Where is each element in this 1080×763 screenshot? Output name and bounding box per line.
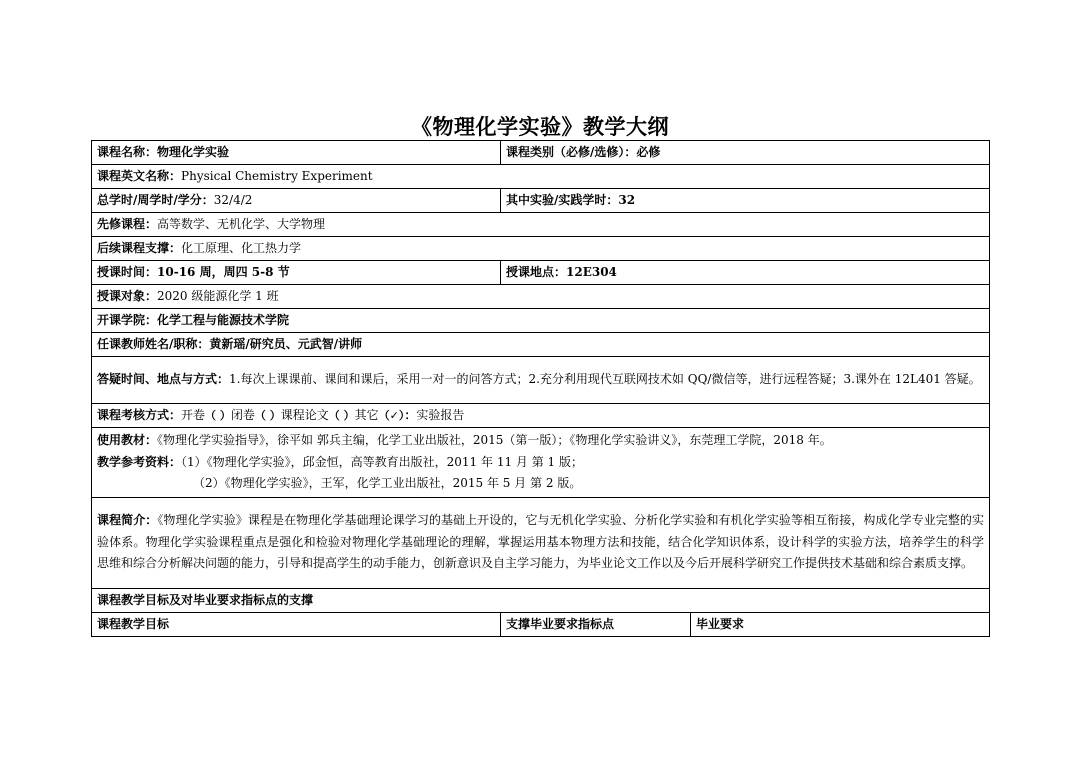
teachers-label: 任课教师姓名/职称： (97, 337, 210, 351)
other-checkmark-icon: （✓） (378, 409, 405, 422)
objectives-col2-header: 支撑毕业要求指标点 (506, 616, 615, 631)
cell-teachers (92, 333, 990, 357)
row-textbook-references (92, 428, 990, 498)
course-type-value: 必修 (636, 145, 661, 159)
intro-label: 课程简介： (97, 513, 158, 528)
textbook-line (97, 430, 984, 452)
row-course-name (92, 141, 990, 165)
location-value: 12E304 (566, 265, 617, 279)
qa-label: 答疑时间、地点与方式： (97, 372, 230, 387)
cell-practice-hours (501, 189, 990, 213)
audience-label: 授课对象： (97, 289, 158, 303)
row-intro (92, 497, 990, 588)
cell-objectives-col3 (691, 612, 990, 636)
row-assessment (92, 404, 990, 428)
teachers-value: 黄新瑶/研究员、元武智/讲师 (209, 337, 363, 351)
course-name-label: 课程名称： (97, 145, 158, 159)
row-hours (92, 189, 990, 213)
location-label: 授课地点： (506, 265, 567, 279)
course-name-value: 物理化学实验 (157, 145, 230, 159)
row-english-name (92, 165, 990, 189)
row-qa (92, 357, 990, 404)
reference-item-1: （1）《物理化学实验》，邱金恒，高等教育出版社，2011 年 11 月 第 1 版； (181, 454, 583, 469)
follow-up-value: 化工原理、化工热力学 (181, 241, 302, 255)
objectives-col1-header: 课程教学目标 (97, 616, 170, 631)
cell-prerequisites (92, 213, 990, 237)
closed-book-checkbox: （ ） (254, 409, 281, 422)
prerequisites-label: 先修课程： (97, 217, 158, 231)
follow-up-label: 后续课程支撑： (97, 241, 182, 255)
row-prerequisites (92, 213, 990, 237)
row-objectives-header (92, 612, 990, 636)
college-label: 开课学院： (97, 313, 158, 327)
row-teachers (92, 333, 990, 357)
row-follow-up (92, 237, 990, 261)
cell-intro (92, 497, 990, 588)
reference-item-2: （2）《物理化学实验》，王军，化学工业出版社，2015 年 5 月 第 2 版。 (193, 476, 582, 490)
textbook-label: 使用教材： (97, 433, 158, 447)
hours-label: 总学时/周学时/学分： (97, 193, 214, 207)
cell-location (501, 261, 990, 285)
cell-follow-up (92, 237, 990, 261)
assessment-label: 课程考核方式： (97, 408, 182, 422)
time-label: 授课时间： (97, 265, 158, 279)
cell-textbook-references (92, 428, 990, 498)
row-objectives-heading (92, 588, 990, 612)
assessment-colon: ： (404, 408, 417, 422)
qa-value: 1.每次上课课前、课间和课后，采用一对一的问答方式；2.充分利用现代互联网技术如 QQ/微信等，进行远程答疑；3.课外在 12L401 答疑。 (229, 372, 981, 387)
prerequisites-value: 高等数学、无机化学、大学物理 (157, 217, 326, 231)
cell-objectives-col1 (92, 612, 501, 636)
college-value: 化学工程与能源技术学院 (157, 313, 290, 327)
row-college (92, 309, 990, 333)
practice-hours-value: 32 (618, 193, 636, 207)
row-audience (92, 285, 990, 309)
english-name-value: Physical Chemistry Experiment (181, 169, 373, 183)
references-label: 教学参考资料： (97, 454, 182, 469)
cell-assessment (92, 404, 990, 428)
assessment-paper: 课程论文 (280, 408, 329, 422)
assessment-open-book: 开卷 (181, 408, 206, 422)
objectives-heading: 课程教学目标及对毕业要求指标点的支撑 (97, 592, 314, 607)
references-line (97, 452, 984, 474)
references-line-2 (97, 473, 984, 495)
english-name-label: 课程英文名称： (97, 169, 182, 183)
syllabus-table (91, 140, 990, 637)
page-title: 《物理化学实验》教学大纲 (411, 114, 669, 139)
objectives-col3-header: 毕业要求 (696, 616, 745, 631)
assessment-other: 其它 (354, 408, 379, 422)
course-type-label: 课程类别（必修/选修）： (506, 145, 637, 159)
cell-audience (92, 285, 990, 309)
cell-course-name (92, 141, 501, 165)
cell-time (92, 261, 501, 285)
intro-value: 《物理化学实验》课程是在物理化学基础理论课学习的基础上开设的，它与无机化学实验、分析化学实验和有机化学实验等相互衔接，构成化学专业完整的实验体系。物理化学实验课程重点是强化和检验对物理化学基础理论的理解，掌握运用基本物理方法和技能，结合化学知识体系，设计科学的实验方法，培养学生的科学思维和综合分析解决问题的能力，引导和提高学生的动手能力，创新意识及自主学习能力，为毕业论文工作以及今后开展科学研究工作提供技术基础和综合素质支撑。 (97, 513, 984, 571)
textbook-value: 《物理化学实验指导》，徐平如 郭兵主编，化学工业出版社，2015（第一版）；《物理化学实验讲义》，东莞理工学院，2018 年。 (157, 433, 832, 447)
practice-hours-label: 其中实验/实践学时： (506, 193, 619, 207)
time-value: 10-16 周，周四 5-8 节 (157, 265, 290, 279)
open-book-checkbox: （ ） (205, 409, 231, 422)
cell-college (92, 309, 990, 333)
hours-value: 32/4/2 (213, 193, 253, 207)
assessment-closed-book: 闭卷 (230, 408, 255, 422)
row-time (92, 261, 990, 285)
cell-objectives-heading (92, 588, 990, 612)
cell-course-type (501, 141, 990, 165)
audience-value: 2020 级能源化学 1 班 (157, 289, 279, 303)
cell-hours (92, 189, 501, 213)
assessment-other-detail: 实验报告 (416, 408, 465, 422)
paper-checkbox: （ ） (328, 409, 355, 422)
cell-objectives-col2 (501, 612, 691, 636)
cell-qa (92, 357, 990, 404)
cell-english-name (92, 165, 990, 189)
